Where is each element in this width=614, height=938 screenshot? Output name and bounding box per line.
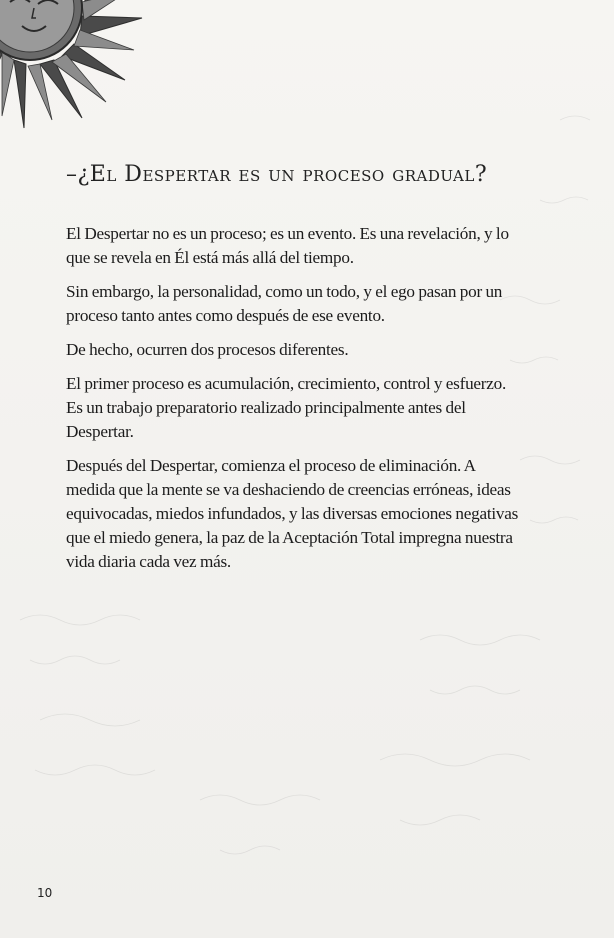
sun-face-icon: [0, 0, 152, 130]
paragraph: Después del Despertar, comienza el proceso de eliminación. A medida que la mente se va deshaciendo de creencias erróneas, ideas equivocadas, miedos infundados, y las diversas emociones negativas que el miedo genera, la paz de la Aceptación Total impregna nuestra vida diaria cada vez más.: [66, 456, 519, 571]
paragraph: El Despertar no es un proceso; es un evento. Es una revelación, y lo que se revela en Él está más allá del tiempo.: [66, 224, 509, 267]
paragraph: Sin embargo, la personalidad, como un todo, y el ego pasan por un proceso tanto antes como después de ese evento.: [66, 282, 503, 325]
body-text: [66, 222, 526, 584]
paragraph: El primer proceso es acumulación, crecimiento, control y esfuerzo. Es un trabajo preparatorio realizado principalmente antes del Despertar.: [66, 374, 507, 441]
question-heading: –¿El Despertar es un proceso gradual?: [66, 162, 488, 187]
paragraph: De hecho, ocurren dos procesos diferentes.: [66, 340, 349, 359]
page-number: 10: [37, 886, 53, 900]
